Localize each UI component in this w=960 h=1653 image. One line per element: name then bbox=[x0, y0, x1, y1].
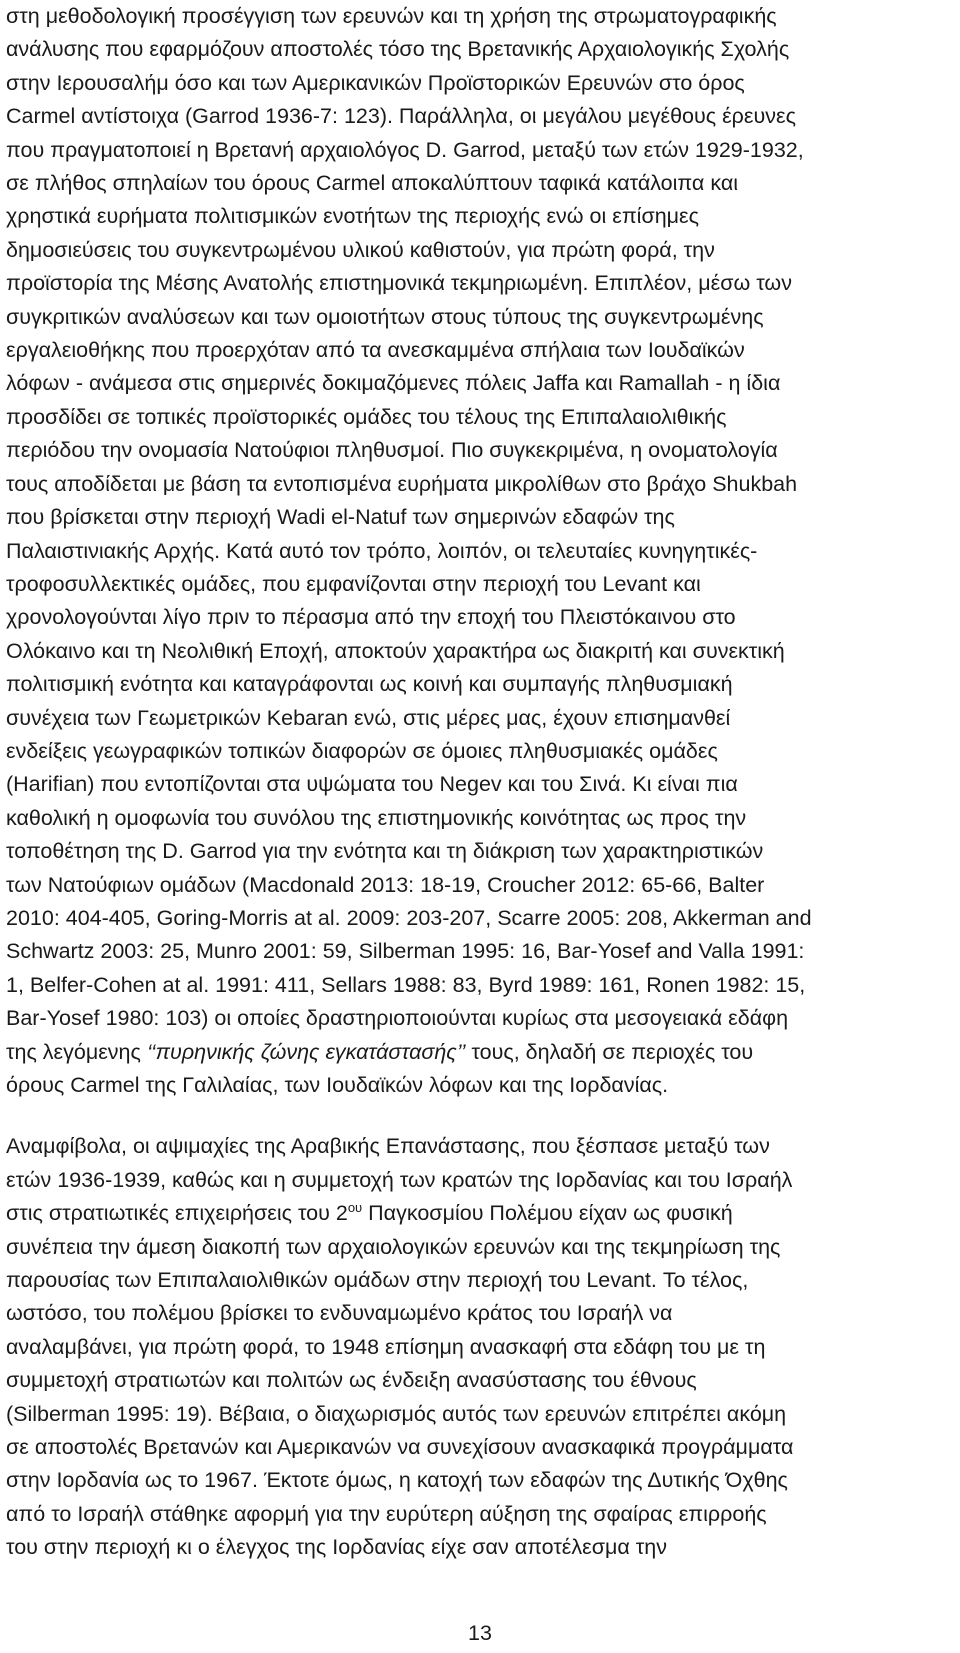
ordinal-superscript: ου bbox=[347, 1200, 363, 1216]
text-line: των Νατούφιων ομάδων (Macdonald 2013: 18-19, Croucher 2012: 65-66, Balter bbox=[6, 872, 765, 897]
paragraph-gap bbox=[6, 1102, 956, 1130]
text-line-with-superscript bbox=[6, 1197, 956, 1230]
text-line: ανάλυσης που εφαρμόζουν αποστολές τόσο της Βρετανικής Αρχαιολογικής Σχολής bbox=[6, 37, 790, 62]
text-line: ωστόσο, του πολέμου βρίσκει το ενδυναμωμένο κράτος του Ισραήλ να bbox=[6, 1301, 673, 1326]
text-line: Αναμφίβολα, οι αψιμαχίες της Αραβικής Επανάστασης, που ξέσπασε μεταξύ των bbox=[6, 1134, 770, 1159]
text-fragment: της λεγόμενης bbox=[6, 1039, 147, 1064]
text-fragment: Παγκοσμίου Πολέμου είχαν ως φυσική bbox=[362, 1201, 733, 1226]
text-line: δημοσιεύσεις του συγκεντρωμένου υλικού καθιστούν, για πρώτη φορά, την bbox=[6, 237, 715, 262]
text-fragment: τους, δηλαδή σε περιοχές του bbox=[465, 1039, 754, 1064]
text-line: σε αποστολές Βρετανών και Αμερικανών να συνεχίσουν ανασκαφικά προγράμματα bbox=[6, 1435, 794, 1460]
text-line: στην Ιορδανία ως το 1967. Έκτοτε όμως, η κατοχή των εδαφών της Δυτικής Όχθης bbox=[6, 1468, 788, 1493]
text-line: συμμετοχή στρατιωτών και πολιτών ως ένδειξη ανασύστασης του έθνους bbox=[6, 1368, 697, 1393]
text-line: προσδίδει σε τοπικές προϊστορικές ομάδες του τέλους της Επιπαλαιολιθικής bbox=[6, 404, 727, 429]
text-line: πολιτισμική ενότητα και καταγράφονται ως κοινή και συμπαγής πληθυσμιακή bbox=[6, 672, 733, 697]
text-fragment: στις στρατιωτικές επιχειρήσεις του 2 bbox=[6, 1201, 348, 1226]
paragraph-2 bbox=[6, 1130, 956, 1564]
text-line: που βρίσκεται στην περιοχή Wadi el-Natuf των σημερινών εδαφών της bbox=[6, 505, 675, 530]
document-page bbox=[6, 0, 956, 1565]
page-number: 13 bbox=[468, 1621, 492, 1645]
text-line: Carmel αντίστοιχα (Garrod 1936-7: 123). Παράλληλα, οι μεγάλου μεγέθους έρευνες bbox=[6, 104, 796, 129]
text-line: ενδείξεις γεωγραφικών τοπικών διαφορών σε όμοιες πληθυσμιακές ομάδες bbox=[6, 738, 718, 763]
text-line: ετών 1936-1939, καθώς και η συμμετοχή των κρατών της Ιορδανίας και του Ισραήλ bbox=[6, 1167, 793, 1192]
text-line: τους αποδίδεται με βάση τα εντοπισμένα ευρήματα μικρολίθων στο βράχο Shukbah bbox=[6, 471, 798, 496]
text-line: Ολόκαινο και τη Νεολιθική Εποχή, αποκτούν χαρακτήρα ως διακριτή και συνεκτική bbox=[6, 638, 785, 663]
text-line: χρονολογούνται λίγο πριν το πέρασμα από την εποχή του Πλειστόκαινου στο bbox=[6, 605, 736, 630]
text-line: (Harifian) που εντοπίζονται στα υψώματα του Negev και του Σινά. Κι είναι πια bbox=[6, 772, 738, 797]
text-line: τοποθέτηση της D. Garrod για την ενότητα και τη διάκριση των χαρακτηριστικών bbox=[6, 839, 764, 864]
text-line: συνέπεια την άμεση διακοπή των αρχαιολογικών ερευνών και της τεκμηρίωση της bbox=[6, 1234, 781, 1259]
text-line: λόφων - ανάμεσα στις σημερινές δοκιμαζόμενες πόλεις Jaffa και Ramallah - η ίδια bbox=[6, 371, 781, 396]
text-line: σε πλήθος σπηλαίων του όρους Carmel αποκαλύπτουν ταφικά κατάλοιπα και bbox=[6, 171, 739, 196]
text-line: περιόδου την ονομασία Νατούφιοι πληθυσμοί. Πιο συγκεκριμένα, η ονοματολογία bbox=[6, 438, 778, 463]
text-line: Bar-Yosef 1980: 103) οι οποίες δραστηριοποιούνται κυρίως στα μεσογειακά εδάφη bbox=[6, 1006, 789, 1031]
text-line-with-italic bbox=[6, 1036, 956, 1069]
text-line: εργαλειοθήκης που προερχόταν από τα ανεσκαμμένα σπήλαια των Ιουδαϊκών bbox=[6, 338, 745, 363]
text-line: προϊστορία της Μέσης Ανατολής επιστημονικά τεκμηριωμένη. Επιπλέον, μέσω των bbox=[6, 271, 792, 296]
text-line: του στην περιοχή κι ο έλεγχος της Ιορδανίας είχε σαν αποτέλεσμα την bbox=[6, 1535, 667, 1560]
text-line: στην Ιερουσαλήμ όσο και των Αμερικανικών Προϊστορικών Ερευνών στο όρος bbox=[6, 70, 745, 95]
text-line: παρουσίας των Επιπαλαιολιθικών ομάδων στην περιοχή του Levant. Το τέλος, bbox=[6, 1268, 749, 1293]
text-line: καθολική η ομοφωνία του συνόλου της επιστημονικής κοινότητας ως προς την bbox=[6, 805, 747, 830]
text-line: τροφοσυλλεκτικές ομάδες, που εμφανίζονται στην περιοχή του Levant και bbox=[6, 571, 701, 596]
text-line: Schwartz 2003: 25, Munro 2001: 59, Silberman 1995: 16, Bar-Yosef and Valla 1991: bbox=[6, 939, 805, 964]
text-line: συνέχεια των Γεωμετρικών Kebaran ενώ, στις μέρες μας, έχουν επισημανθεί bbox=[6, 705, 731, 730]
paragraph-1 bbox=[6, 0, 956, 1102]
text-line: 2010: 404-405, Goring-Morris at al. 2009: 203-207, Scarre 2005: 208, Akkerman and bbox=[6, 905, 812, 930]
text-line: (Silberman 1995: 19). Βέβαια, ο διαχωρισμός αυτός των ερευνών επιτρέπει ακόμη bbox=[6, 1401, 787, 1426]
text-line: αναλαμβάνει, για πρώτη φορά, το 1948 επίσημη ανασκαφή στα εδάφη του με τη bbox=[6, 1334, 766, 1359]
text-line: όρους Carmel της Γαλιλαίας, των Ιουδαϊκών λόφων και της Ιορδανίας. bbox=[6, 1073, 669, 1097]
text-line: από το Ισραήλ στάθηκε αφορμή για την ευρύτερη αύξηση της σφαίρας επιρροής bbox=[6, 1501, 767, 1526]
text-line: συγκριτικών αναλύσεων και των ομοιοτήτων στους τύπους της συγκεντρωμένης bbox=[6, 304, 764, 329]
text-line: στη μεθοδολογική προσέγγιση των ερευνών και τη χρήση της στρωματογραφικής bbox=[6, 4, 777, 28]
text-line: χρηστικά ευρήματα πολιτισμικών ενοτήτων της περιοχής ενώ οι επίσημες bbox=[6, 204, 700, 229]
text-line: Παλαιστινιακής Αρχής. Κατά αυτό τον τρόπο, λοιπόν, οι τελευταίες κυνηγητικές- bbox=[6, 538, 758, 563]
italic-term: ‘‘πυρηνικής ζώνης εγκατάστασής’’ bbox=[146, 1039, 466, 1064]
text-line: που πραγματοποιεί η Βρετανή αρχαιολόγος D. Garrod, μεταξύ των ετών 1929-1932, bbox=[6, 137, 804, 162]
text-line: 1, Belfer-Cohen at al. 1991: 411, Sellars 1988: 83, Byrd 1989: 161, Ronen 1982: 15, bbox=[6, 972, 806, 997]
